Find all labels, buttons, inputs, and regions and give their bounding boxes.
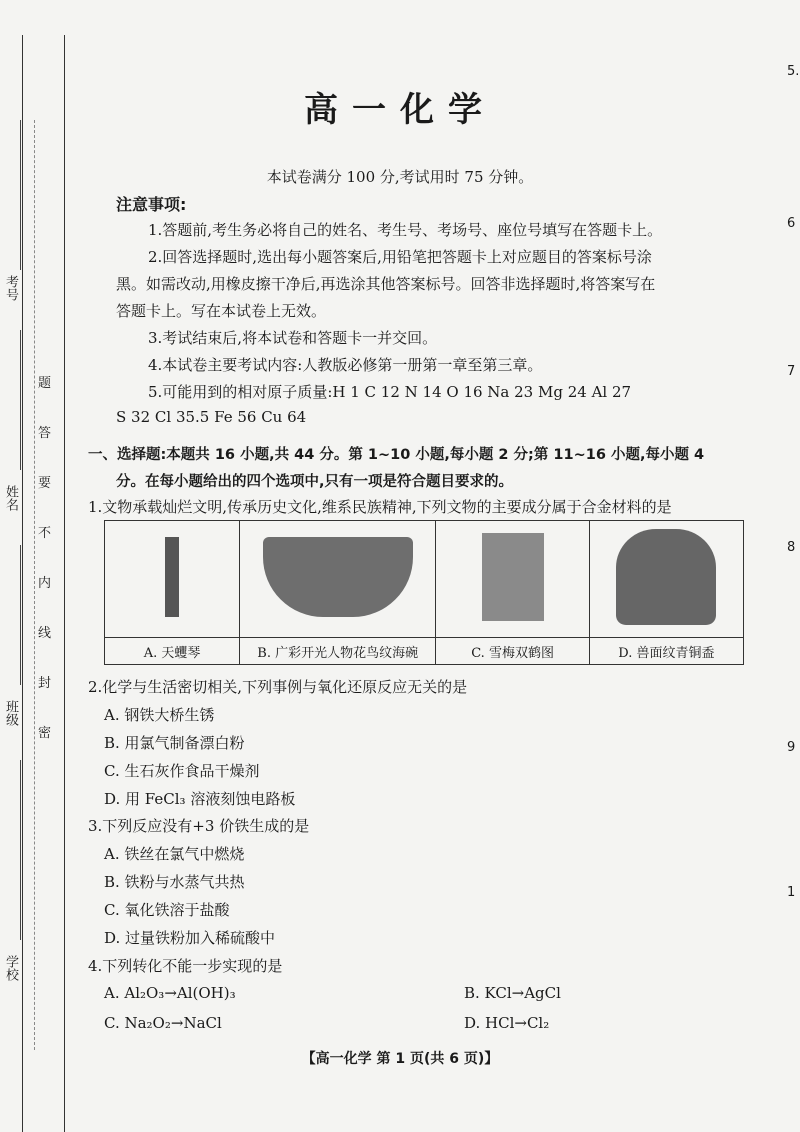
artifact-image-qin <box>105 521 240 638</box>
school-label: 学校 <box>3 955 18 981</box>
notice-line: 1.答题前,考生务必将自己的姓名、考生号、考场号、座位号填写在答题卡上。 <box>148 221 663 239</box>
option: D. HCl→Cl₂ <box>464 1014 550 1032</box>
margin-seal-line <box>34 120 35 1050</box>
seal-char: 封 <box>38 676 52 691</box>
artifact-image-bronze <box>589 521 743 638</box>
option-caption: C. 雪梅双鹤图 <box>436 638 590 665</box>
section-heading: 分。在每小题给出的四个选项中,只有一项是符合题目要求的。 <box>116 474 514 490</box>
notice-line: 5.可能用到的相对原子质量:H 1 C 12 N 14 O 16 Na 23 Mg 24 Al 27 <box>148 383 632 401</box>
question-stem: 2.化学与生活密切相关,下列事例与氧化还原反应无关的是 <box>88 678 468 696</box>
question-stem: 3.下列反应没有+3 价铁生成的是 <box>88 817 310 835</box>
right-edge-number: 5. <box>787 64 800 79</box>
name-line <box>20 330 21 470</box>
exam-no-label: 考号 <box>3 275 18 301</box>
option: C. Na₂O₂→NaCl <box>104 1014 222 1032</box>
option: A. 钢铁大桥生锈 <box>104 706 215 724</box>
exam-no-line <box>20 120 21 270</box>
artifact-image-painting <box>436 521 590 638</box>
option: D. 用 FeCl₃ 溶液刻蚀电路板 <box>104 790 296 808</box>
seal-char: 不 <box>38 526 52 541</box>
artifact-table <box>104 520 744 665</box>
exam-intro: 本试卷满分 100 分,考试用时 75 分钟。 <box>266 168 534 186</box>
notice-line: 2.回答选择题时,选出每小题答案后,用铅笔把答题卡上对应题目的答案标号涂 <box>148 248 652 266</box>
right-edge-number: 8 <box>787 540 796 555</box>
notice-line: S 32 Cl 35.5 Fe 56 Cu 64 <box>116 408 307 426</box>
crane-painting-image <box>482 533 544 621</box>
seal-char: 答 <box>38 426 52 441</box>
margin-inner-line <box>64 35 65 1132</box>
seal-char: 线 <box>38 626 52 641</box>
option: B. KCl→AgCl <box>464 984 561 1002</box>
right-edge-number: 6 <box>787 216 796 231</box>
option: C. 生石灰作食品干燥剂 <box>104 762 260 780</box>
notice-heading: 注意事项: <box>116 195 187 214</box>
option: A. 铁丝在氯气中燃烧 <box>104 845 245 863</box>
class-line <box>20 545 21 685</box>
seal-char: 内 <box>38 576 52 591</box>
option-caption: A. 天蠼琴 <box>105 638 240 665</box>
page-footer: 【高一化学 第 1 页(共 6 页)】 <box>301 1051 499 1067</box>
notice-line: 3.考试结束后,将本试卷和答题卡一并交回。 <box>148 329 438 347</box>
option: D. 过量铁粉加入稀硫酸中 <box>104 929 276 947</box>
right-edge-number: 1 <box>787 885 796 900</box>
class-label: 班级 <box>3 700 18 726</box>
name-label: 姓名 <box>3 485 18 511</box>
seal-char: 密 <box>38 726 52 741</box>
option: B. 铁粉与水蒸气共热 <box>104 873 245 891</box>
margin-outer-line <box>22 35 23 1132</box>
bowl-image <box>263 537 413 617</box>
artifact-image-bowl <box>240 521 436 638</box>
right-edge-number: 7 <box>787 364 796 379</box>
seal-char: 要 <box>38 476 52 491</box>
seal-char: 题 <box>38 376 52 391</box>
page-title: 高一化学 <box>304 90 496 130</box>
option: A. Al₂O₃→Al(OH)₃ <box>104 984 236 1002</box>
qin-image <box>165 537 179 617</box>
option: B. 用氯气制备漂白粉 <box>104 734 245 752</box>
option-caption: B. 广彩开光人物花鸟纹海碗 <box>240 638 436 665</box>
option-caption: D. 兽面纹青铜盉 <box>589 638 743 665</box>
question-stem: 4.下列转化不能一步实现的是 <box>88 957 283 975</box>
school-line <box>20 760 21 940</box>
question-stem: 1.文物承载灿烂文明,传承历史文化,维系民族精神,下列文物的主要成分属于合金材料的是 <box>88 498 672 516</box>
notice-line: 答题卡上。写在本试卷上无效。 <box>116 302 327 320</box>
notice-line: 4.本试卷主要考试内容:人教版必修第一册第一章至第三章。 <box>148 356 543 374</box>
bronze-vessel-image <box>616 529 716 625</box>
notice-line: 黑。如需改动,用橡皮擦干净后,再选涂其他答案标号。回答非选择题时,将答案写在 <box>116 275 656 293</box>
option: C. 氧化铁溶于盐酸 <box>104 901 230 919</box>
section-heading: 一、选择题:本题共 16 小题,共 44 分。第 1~10 小题,每小题 2 分;第 11~16 小题,每小题 4 <box>88 447 705 463</box>
right-edge-number: 9 <box>787 740 796 755</box>
